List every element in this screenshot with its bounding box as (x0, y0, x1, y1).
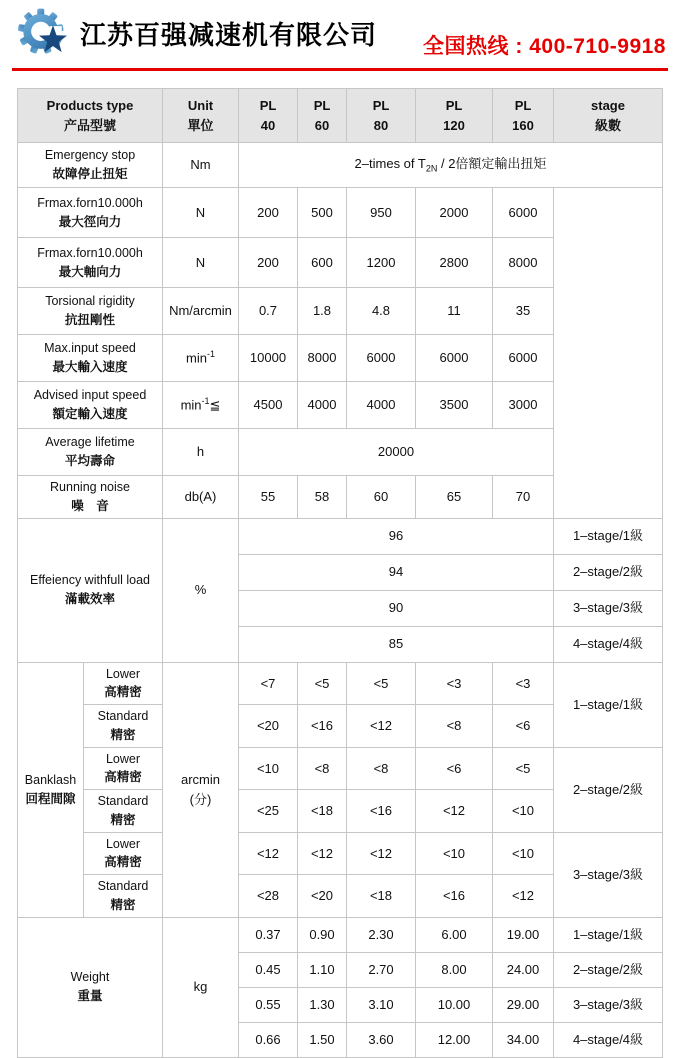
value-cell: 6000 (493, 335, 554, 382)
header-model-pl80: PL 80 (347, 89, 416, 143)
stage-column-empty (554, 188, 663, 519)
value-cell: 4000 (298, 382, 347, 429)
value-cell: <5 (347, 662, 416, 705)
stage-label: 2–stage/2級 (554, 952, 663, 987)
efficiency-value-cell: 85 (239, 626, 554, 662)
value-cell: 6000 (416, 335, 493, 382)
header-unit (163, 89, 239, 143)
value-cell: <28 (239, 875, 298, 918)
header-model-pl160: PL 160 (493, 89, 554, 143)
value-cell: 3.10 (347, 987, 416, 1022)
stage-label: 3–stage/3級 (554, 590, 663, 626)
value-cell: 11 (416, 288, 493, 335)
value-cell: <7 (239, 662, 298, 705)
value-cell: <10 (416, 832, 493, 875)
stage-label: 1–stage/1級 (554, 917, 663, 952)
label-backlash: Banklash 回程間隙 (18, 662, 84, 917)
company-name: 江苏百强减速机有限公司 (80, 19, 378, 50)
value-cell: <3 (416, 662, 493, 705)
value-cell: 29.00 (493, 987, 554, 1022)
brand-bar (0, 0, 680, 66)
header-model-pl60: PL 60 (298, 89, 347, 143)
value-cell: 3000 (493, 382, 554, 429)
value-cell: 500 (298, 188, 347, 238)
header-model-pl120: PL 120 (416, 89, 493, 143)
value-cell: 4000 (347, 382, 416, 429)
label-emergency-stop: Emergency stop 故障停止扭矩 (18, 143, 163, 188)
value-cell: 1.10 (298, 952, 347, 987)
value-cell: <12 (298, 832, 347, 875)
value-cell: 1.8 (298, 288, 347, 335)
value-cell: 8000 (298, 335, 347, 382)
emergency-value-cell: 2–times of $T_{2N} / 2$倍額定輸出扭矩 (239, 143, 663, 188)
stage-label: 3–stage/3級 (554, 987, 663, 1022)
stage-label: 2–stage/2級 (554, 554, 663, 590)
row-backlash-5 (18, 832, 663, 875)
value-cell: <12 (347, 705, 416, 748)
value-cell: 10000 (239, 335, 298, 382)
red-divider (12, 68, 668, 71)
value-cell: 2800 (416, 238, 493, 288)
stage-label: 4–stage/4級 (554, 626, 663, 662)
unit-cell: arcmin (分) (163, 662, 239, 917)
value-cell: 1.30 (298, 987, 347, 1022)
value-cell: <25 (239, 790, 298, 833)
table-header-row (18, 89, 663, 143)
label-weight: Weight 重量 (18, 917, 163, 1057)
value-cell: <20 (239, 705, 298, 748)
value-cell: 950 (347, 188, 416, 238)
value-cell: 34.00 (493, 1022, 554, 1057)
unit-cell: Nm/arcmin (163, 288, 239, 335)
unit-cell: $\min^{-1}≦$ (163, 382, 239, 429)
value-cell: <20 (298, 875, 347, 918)
value-cell: 24.00 (493, 952, 554, 987)
label-axial-force: Frmax.forn10.000h 最大軸向力 (18, 238, 163, 288)
stage-label: 4–stage/4級 (554, 1022, 663, 1057)
header-products-type (18, 89, 163, 143)
row-backlash-1 (18, 662, 663, 705)
company-logo (18, 5, 74, 63)
unit-cell: N (163, 238, 239, 288)
value-cell: <16 (416, 875, 493, 918)
value-cell: <8 (416, 705, 493, 748)
unit-cell: % (163, 518, 239, 662)
value-cell: <18 (347, 875, 416, 918)
value-cell: <6 (416, 747, 493, 790)
value-cell: 0.90 (298, 917, 347, 952)
efficiency-value-cell: 96 (239, 518, 554, 554)
label-advised-input-speed: Advised input speed 額定輸入速度 (18, 382, 163, 429)
label-average-lifetime: Average lifetime 平均壽命 (18, 429, 163, 476)
row-weight-1 (18, 917, 663, 952)
value-cell: 19.00 (493, 917, 554, 952)
efficiency-value-cell: 90 (239, 590, 554, 626)
value-cell: <6 (493, 705, 554, 748)
value-cell: <3 (493, 662, 554, 705)
value-cell: 0.37 (239, 917, 298, 952)
header-stage: stage 級數 (554, 89, 663, 143)
value-cell: 35 (493, 288, 554, 335)
label-efficiency: Effeiency withfull load 滿載效率 (18, 518, 163, 662)
header-unit-zh: 單位 (187, 117, 214, 133)
value-cell: 6000 (493, 188, 554, 238)
value-cell: 8.00 (416, 952, 493, 987)
value-cell: 1.50 (298, 1022, 347, 1057)
value-cell: 0.7 (239, 288, 298, 335)
grade-label: Lower 高精密 (84, 662, 163, 705)
unit-cell: $\min^{-1}$ (163, 335, 239, 382)
value-cell: <8 (347, 747, 416, 790)
value-cell: 200 (239, 238, 298, 288)
value-cell: 4500 (239, 382, 298, 429)
value-cell: 3.60 (347, 1022, 416, 1057)
grade-label: Standard 精密 (84, 875, 163, 918)
label-running-noise: Running noise 噪 音 (18, 476, 163, 519)
value-cell: 65 (416, 476, 493, 519)
value-cell: 6.00 (416, 917, 493, 952)
row-efficiency-1 (18, 518, 663, 554)
value-cell: <16 (347, 790, 416, 833)
label-torsional-rigidity: Torsional rigidity 抗扭剛性 (18, 288, 163, 335)
value-cell: 12.00 (416, 1022, 493, 1057)
label-max-input-speed: Max.input speed 最大輸入速度 (18, 335, 163, 382)
value-cell: <10 (239, 747, 298, 790)
value-cell: <12 (416, 790, 493, 833)
value-cell: <8 (298, 747, 347, 790)
lifetime-value-cell: 20000 (239, 429, 554, 476)
header-products-zh: 产品型號 (63, 117, 116, 133)
efficiency-value-cell: 94 (239, 554, 554, 590)
value-cell: <10 (493, 790, 554, 833)
header-model-pl40: PL 40 (239, 89, 298, 143)
value-cell: 58 (298, 476, 347, 519)
value-cell: <5 (493, 747, 554, 790)
value-cell: 3500 (416, 382, 493, 429)
header-products-en: Products type (46, 98, 134, 113)
value-cell: <12 (239, 832, 298, 875)
unit-cell: h (163, 429, 239, 476)
value-cell: 2.30 (347, 917, 416, 952)
hotline-number: 全国热线 : 400-710-9918 (423, 35, 666, 58)
value-cell: 1200 (347, 238, 416, 288)
stage-label: 1–stage/1級 (554, 518, 663, 554)
value-cell: 55 (239, 476, 298, 519)
value-cell: <12 (347, 832, 416, 875)
value-cell: 600 (298, 238, 347, 288)
value-cell: <18 (298, 790, 347, 833)
value-cell: <16 (298, 705, 347, 748)
label-radial-force: Frmax.forn10.000h 最大徑向力 (18, 188, 163, 238)
value-cell: <5 (298, 662, 347, 705)
spec-table (17, 88, 663, 1058)
value-cell: 10.00 (416, 987, 493, 1022)
value-cell: 200 (239, 188, 298, 238)
row-radial-force (18, 188, 663, 238)
grade-label: Standard 精密 (84, 790, 163, 833)
value-cell: 0.55 (239, 987, 298, 1022)
value-cell: <12 (493, 875, 554, 918)
value-cell: 0.45 (239, 952, 298, 987)
value-cell: 2000 (416, 188, 493, 238)
unit-cell: db(A) (163, 476, 239, 519)
unit-cell: Nm (163, 143, 239, 188)
value-cell: 4.8 (347, 288, 416, 335)
value-cell: 2.70 (347, 952, 416, 987)
unit-cell: N (163, 188, 239, 238)
value-cell: 60 (347, 476, 416, 519)
row-backlash-3 (18, 747, 663, 790)
header-unit-en: Unit (187, 98, 214, 113)
grade-label: Lower 高精密 (84, 832, 163, 875)
value-cell: 0.66 (239, 1022, 298, 1057)
value-cell: 70 (493, 476, 554, 519)
stage-label: 1–stage/1級 (554, 662, 663, 747)
stage-label: 3–stage/3級 (554, 832, 663, 917)
value-cell: 6000 (347, 335, 416, 382)
value-cell: <10 (493, 832, 554, 875)
grade-label: Lower 高精密 (84, 747, 163, 790)
grade-label: Standard 精密 (84, 705, 163, 748)
value-cell: 8000 (493, 238, 554, 288)
row-emergency-stop (18, 143, 663, 188)
stage-label: 2–stage/2級 (554, 747, 663, 832)
unit-cell: kg (163, 917, 239, 1057)
